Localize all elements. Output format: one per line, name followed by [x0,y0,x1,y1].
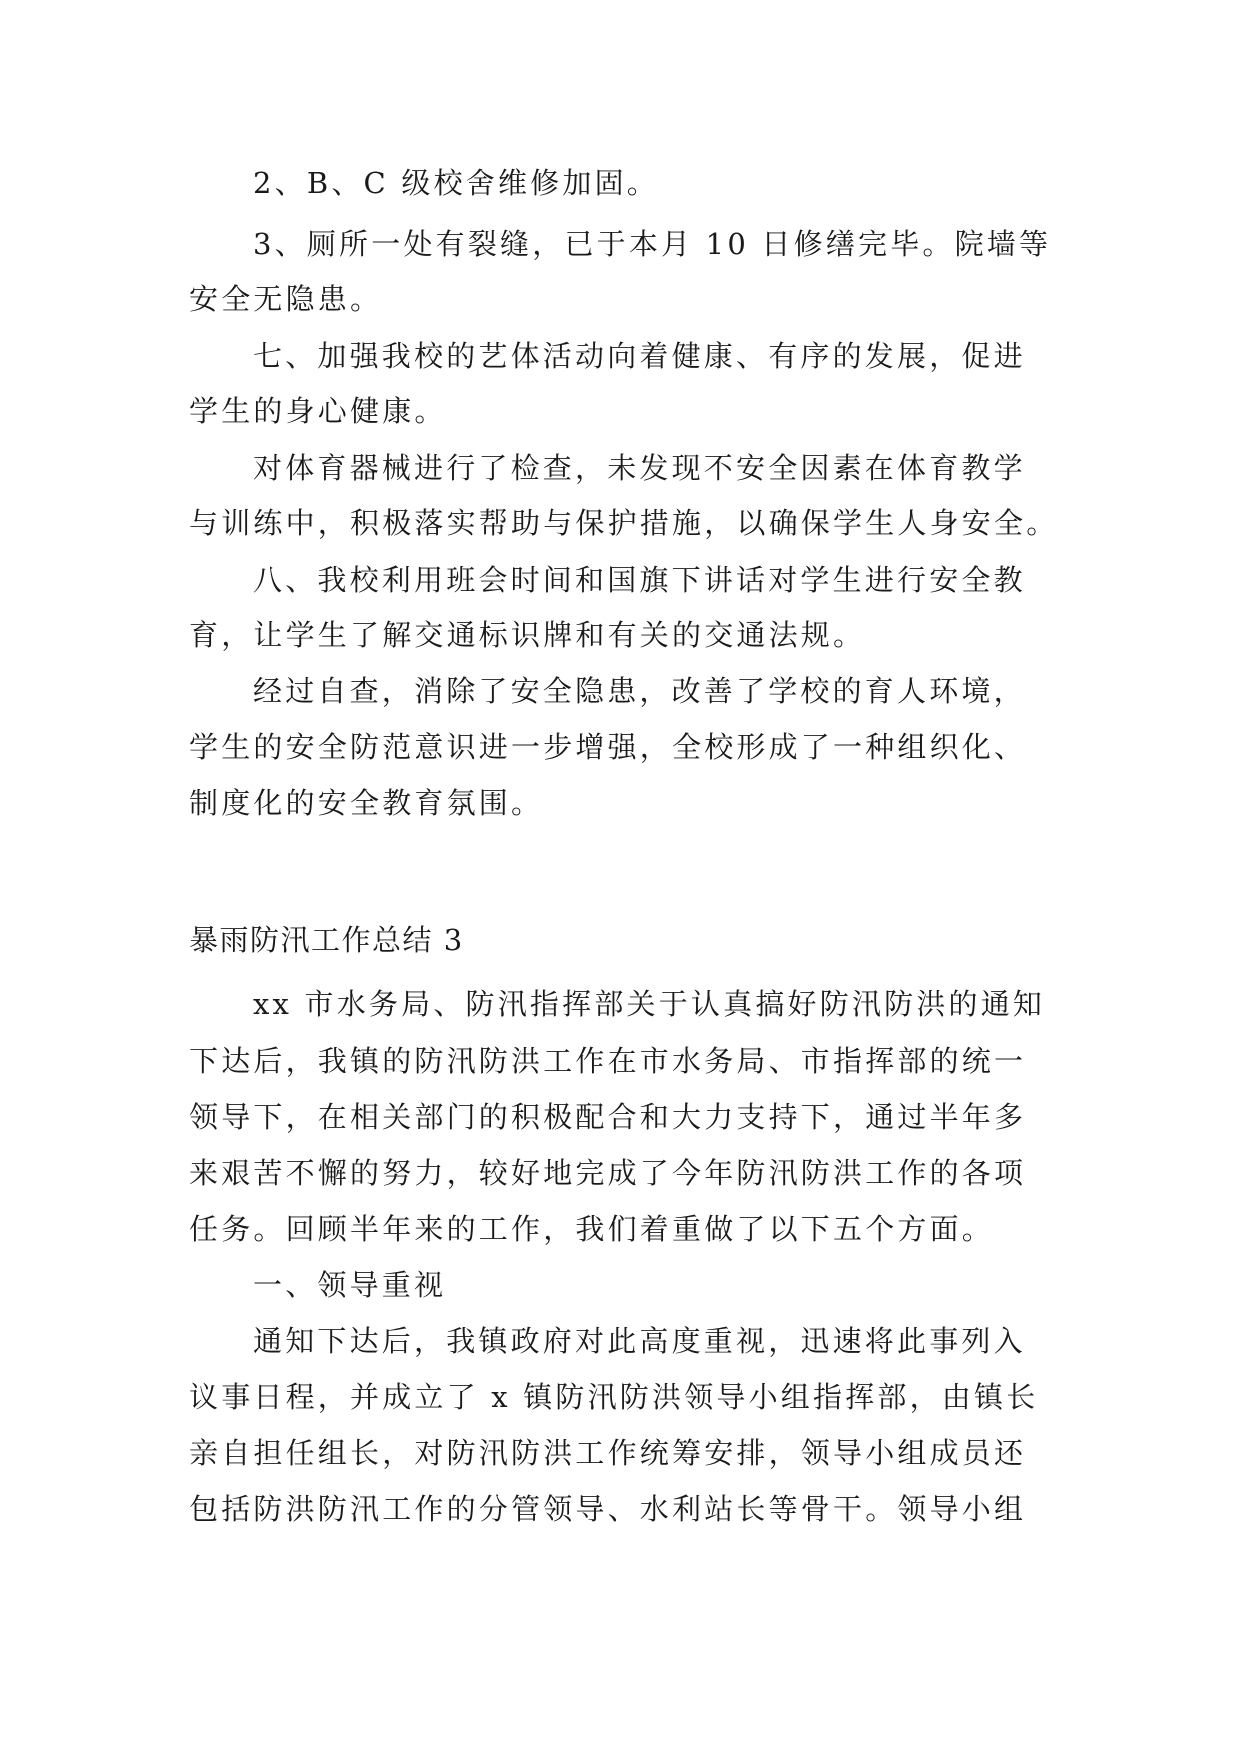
paragraph-1-line-3: 亲自担任组长，对防汛防洪工作统筹安排，领导小组成员还 [189,1436,1027,1470]
conclusion-line-3: 制度化的安全教育氛围。 [189,786,544,820]
sports-paragraph-line-1: 对体育器械进行了检查，未发现不安全因素在体育教学 [253,451,1026,485]
sports-paragraph-line-2: 与训练中，积极落实帮助与保护措施，以确保学生人身安全。 [189,506,1059,540]
paragraph-1-line-4: 包括防洪防汛工作的分管领导、水利站长等骨干。领导小组 [189,1492,1027,1526]
section-7-line-1: 七、加强我校的艺体活动向着健康、有序的发展，促进 [253,339,1026,373]
intro-line-4: 来艰苦不懈的努力，较好地完成了今年防汛防洪工作的各项 [189,1156,1027,1190]
intro-line-1: xx 市水务局、防汛指挥部关于认真搞好防汛防洪的通知 [253,987,1046,1021]
list-item-2: 2、B、C 级校舍维修加固。 [253,166,659,200]
conclusion-line-2: 学生的安全防范意识进一步增强，全校形成了一种组织化、 [189,730,1027,764]
section-title: 暴雨防汛工作总结 3 [189,923,464,957]
paragraph-1-line-1: 通知下达后，我镇政府对此高度重视，迅速将此事列入 [253,1324,1026,1358]
intro-line-3: 领导下，在相关部门的积极配合和大力支持下，通过半年多 [189,1100,1027,1134]
intro-line-5: 任务。回顾半年来的工作，我们着重做了以下五个方面。 [189,1212,995,1246]
list-item-3-line-2: 安全无隐患。 [189,282,383,316]
subheading-leadership: 一、领导重视 [253,1268,447,1302]
section-8-line-1: 八、我校利用班会时间和国旗下讲话对学生进行安全教 [253,563,1026,597]
list-item-3-line-1: 3、厕所一处有裂缝，已于本月 10 日修缮完毕。院墙等 [253,227,1052,261]
intro-line-2: 下达后，我镇的防汛防洪工作在市水务局、市指挥部的统一 [189,1044,1027,1078]
paragraph-1-line-2: 议事日程，并成立了 x 镇防汛防洪领导小组指挥部，由镇长 [189,1380,1039,1414]
section-7-line-2: 学生的身心健康。 [189,394,447,428]
conclusion-line-1: 经过自查，消除了安全隐患，改善了学校的育人环境， [253,674,1026,708]
section-8-line-2: 育，让学生了解交通标识牌和有关的交通法规。 [189,618,866,652]
